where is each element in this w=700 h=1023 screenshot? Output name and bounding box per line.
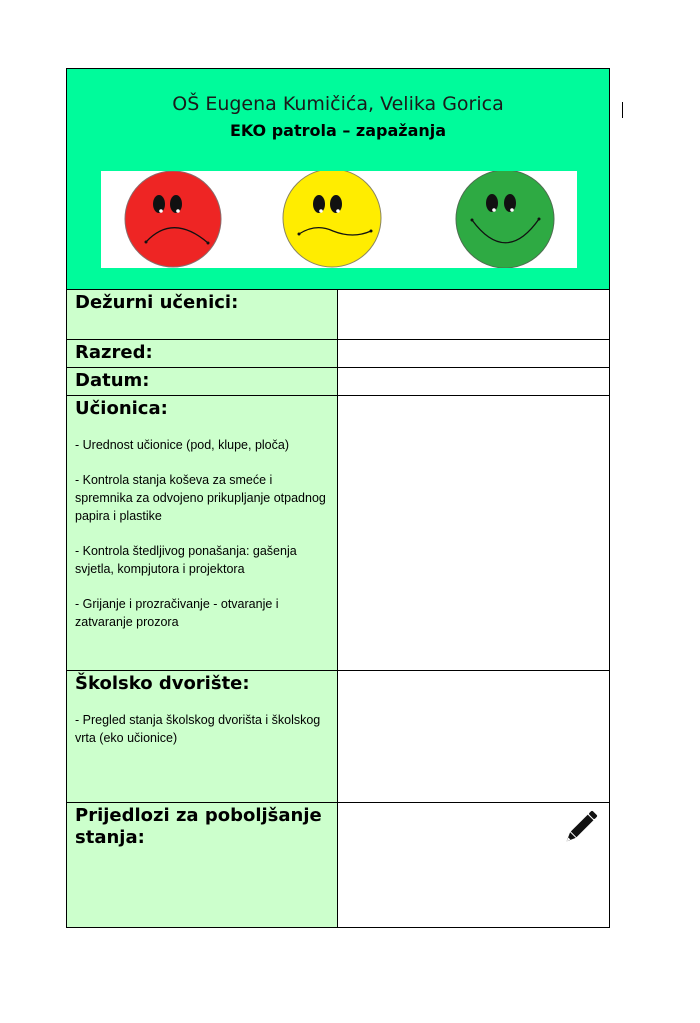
text-cursor <box>622 102 623 118</box>
yard-checklist <box>75 711 329 747</box>
students-label: Dežurni učenici: <box>75 292 239 313</box>
classroom-item: - Urednost učionice (pod, klupe, ploča) <box>75 438 290 452</box>
happy-face-icon <box>456 171 554 268</box>
classroom-label: Učionica: <box>75 398 168 419</box>
row-date <box>67 368 609 396</box>
school-name: OŠ Eugena Kumičića, Velika Gorica <box>172 93 504 115</box>
suggestions-label: Prijedlozi za poboljšanje stanja: <box>75 805 322 848</box>
class-field[interactable] <box>339 340 609 367</box>
date-label: Datum: <box>75 370 150 391</box>
yard-field[interactable] <box>339 671 609 802</box>
classroom-item: - Kontrola štedljivog ponašanja: gašenja svjetla, kompjutora i projektora <box>75 544 297 576</box>
neutral-face-icon <box>283 171 381 267</box>
classroom-item: - Grijanje i prozračivanje - otvaranje i zatvaranje prozora <box>75 597 279 629</box>
row-classroom <box>67 396 609 671</box>
yard-item: - Pregled stanja školskog dvorišta i školskog vrta (eko učionice) <box>75 713 321 745</box>
pencil-icon <box>559 807 601 849</box>
smiley-scale <box>101 171 577 268</box>
row-students <box>67 290 609 340</box>
eko-patrol-form <box>66 68 610 928</box>
form-header <box>67 69 609 290</box>
students-field[interactable] <box>339 290 609 339</box>
classroom-field[interactable] <box>339 396 609 670</box>
suggestions-field[interactable] <box>339 803 609 927</box>
class-label: Razred: <box>75 342 153 363</box>
form-title: EKO patrola – zapažanja <box>229 121 447 140</box>
row-yard <box>67 671 609 803</box>
classroom-checklist <box>75 436 329 631</box>
yard-label: Školsko dvorište: <box>75 673 250 694</box>
classroom-item: - Kontrola stanja koševa za smeće i spremnika za odvojeno prikupljanje otpadnog papira i plastike <box>75 473 326 523</box>
sad-face-icon <box>125 171 221 267</box>
date-field[interactable] <box>339 368 609 395</box>
row-class <box>67 340 609 368</box>
row-suggestions <box>67 803 609 927</box>
